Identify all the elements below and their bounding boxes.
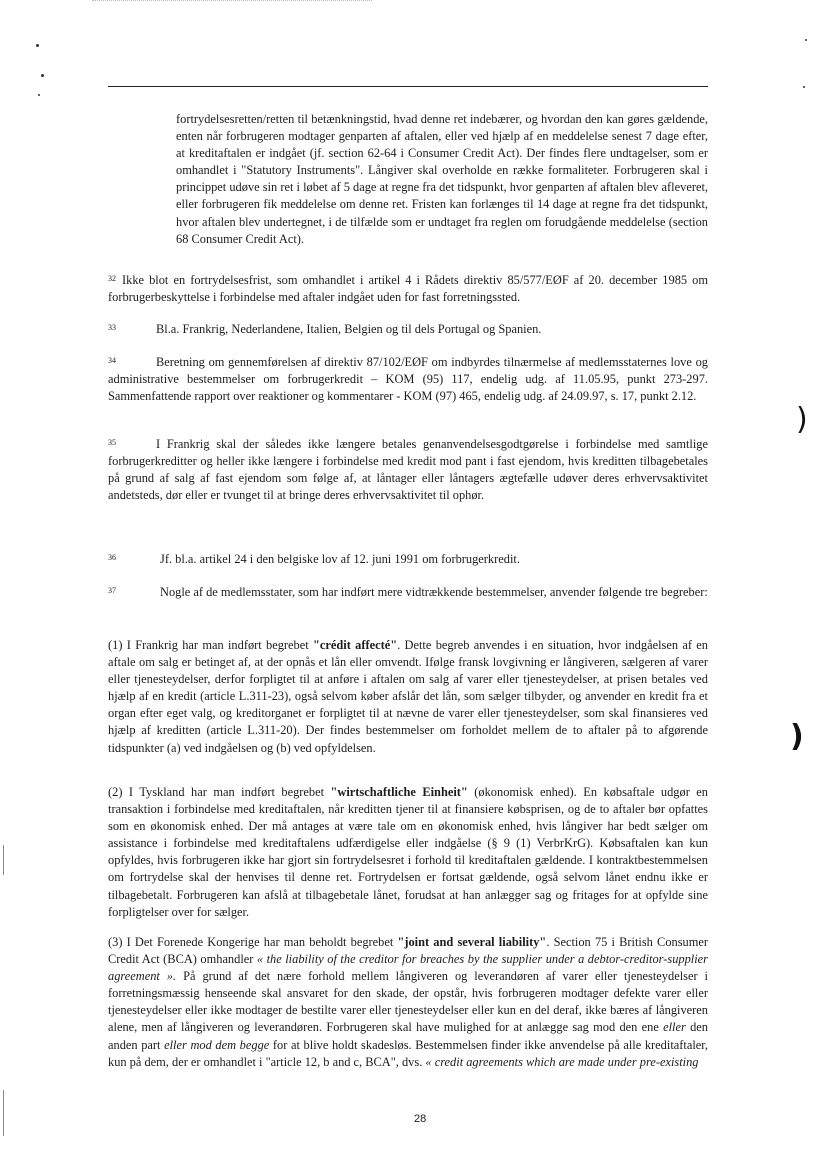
footnote-number: 37 bbox=[108, 586, 116, 595]
item-italic-quote: « the liability of the creditor for breaches by the supplier under a debtor-creditor-supplier agreement ». bbox=[108, 952, 708, 984]
item-term: "joint and several liability" bbox=[397, 935, 547, 949]
item-lead: (3) I Det Forenede Kongerige har man beholdt begrebet bbox=[108, 935, 398, 949]
footnote-text: Bl.a. Frankrig, Nederlandene, Italien, Belgien og til dels Portugal og Spanien. bbox=[156, 322, 542, 336]
footnote-number: 33 bbox=[108, 323, 116, 332]
item-italic: eller bbox=[663, 1020, 686, 1035]
item-france-credit-affecte bbox=[108, 637, 708, 757]
scan-margin-line bbox=[3, 1090, 4, 1136]
footnote-text: Nogle af de medlemsstater, som har indført mere vidtrækkende bestemmelser, anvender følgende tre begreber: bbox=[160, 585, 708, 599]
footnote-36 bbox=[108, 551, 708, 568]
footnote-number: 32 bbox=[108, 274, 116, 283]
scan-speck bbox=[803, 86, 805, 88]
footnote-35 bbox=[108, 436, 708, 504]
page-number: 28 bbox=[414, 1113, 427, 1125]
item-text: den anden part bbox=[108, 1020, 708, 1052]
footnote-33 bbox=[108, 321, 708, 338]
footnote-text: Beretning om gennemførelsen af direktiv 87/102/EØF om indbyrdes tilnærmelse af medlemsstaternes love og administrative bestemmelser om forbrugerkredit – KOM (95) 117, endelig udg. af 11.05.95, punkt 273-297. Sammenfattende rapport over reaktioner og kommentarer - KOM (97) 465, endelig udg. af 24.09.97, s. 17, punkt 2.12. bbox=[108, 355, 708, 404]
scan-speck bbox=[41, 74, 44, 77]
binder-hole-mark: ) bbox=[796, 402, 808, 437]
item-text: . Dette begreb anvendes i en situation, hvor indgåelsen af en aftale om salg er betinget af, at der opnås et lån eller omvendt. Ifølge fransk lovgivning er långiveren, sælgeren af varer eller tjenesteydelser, derfor forpligtet til at anføre i aftalen om salg af varer eller tjenesteydelser, at prisen betales ved hjælp af en kredit (article L.311-23), også selvom køber afslår det lån, som sælger tilbyder, og anvender en kredit fra et organ efter eget valg, og kreditorganet er forpligtet til at nævne de varer eller tjenesteydelser, som skal finansieres ved hjælp af kreditten (article L.311-20). Der findes bestemmelser om forholdet mellem de to aftaler på to afgørende tidspunkter (a) ved indgåelsen og (b) ved opfyldelsen. bbox=[108, 638, 708, 755]
item-text: På grund af det nære forhold mellem långiveren og leverandøren af varer eller tjenesteydelser i forretningsmæssig henseende skal ansvaret for den skade, der opstår, hvis forbrugeren modtager defekte varer eller tjenesteydelser eller ikke modtager de bestilte varer eller tjenesteydelser eller kun en del deraf, ikke bæres af långiveren alene, men af långiveren og leverandøren. Forbrugeren skal have mulighed for at anlægge sag mod den ene bbox=[108, 969, 708, 1035]
scan-speck bbox=[38, 94, 40, 96]
item-uk-joint-and-several-liability bbox=[108, 934, 708, 1071]
item-lead: (1) I Frankrig har man indført begrebet bbox=[108, 638, 314, 652]
footnote-32 bbox=[108, 272, 708, 306]
item-italic-quote: « credit agreements which are made under pre-existing bbox=[425, 1054, 699, 1069]
item-text: for at blive holdt skadesløs. Bestemmelsen finder ikke anvendelse på alle kreditaftaler, kun på dem, der er omhandlet i "article 12, b and c, BCA", dvs. bbox=[108, 1037, 708, 1069]
item-term: "crédit affecté" bbox=[313, 638, 398, 652]
continued-footnote-paragraph: fortrydelsesretten/retten til betænkningstid, hvad denne ret indebærer, og hvordan den kan gøres gældende, enten når forbrugeren modtager genparten af aftalen, eller ved hjælp af en meddelelse senest 7 dage efter, at kreditaftalen er indgået (jf. section 62-64 i Consumer Credit Act). Der findes flere undtagelser, som er omhandlet i "Statutory Instruments". Långiver skal overholde en række formaliteter. Forbrugeren skal i princippet udøve sin ret i løbet af 5 dage at regne fra det tidspunkt, hvor genparten af aftalen blev afleveret, eller forbrugeren fik meddelelse om denne ret. Fristen kan forlænges til 14 dage at regne fra det tidspunkt, hvor aftalen blev undertegnet, i de tilfælde som er undtaget fra reglen om forudgående meddelelse (section 68 Consumer Credit Act). bbox=[176, 112, 708, 246]
item-term: "wirtschaftliche Einheit" bbox=[330, 785, 468, 799]
item-lead: (2) I Tyskland har man indført begrebet bbox=[108, 785, 331, 799]
item-germany-wirtschaftliche-einheit bbox=[108, 784, 708, 921]
footnote-34 bbox=[108, 354, 708, 405]
scan-speck bbox=[36, 44, 39, 47]
footnote-separator-rule bbox=[108, 86, 708, 87]
scan-margin-line bbox=[3, 845, 4, 875]
scan-speck bbox=[805, 39, 807, 41]
footnote-text: Ikke blot en fortrydelsesfrist, som omhandlet i artikel 4 i Rådets direktiv 85/577/EØF af 20. december 1985 om forbrugerbeskyttelse i forbindelse med aftaler indgået uden for fast forretningssted. bbox=[108, 273, 708, 305]
footnote-text: Jf. bl.a. artikel 24 i den belgiske lov af 12. juni 1991 om forbrugerkredit. bbox=[160, 552, 520, 566]
item-text: (økonomisk enhed). En købsaftale udgør en transaktion i forbindelse med kreditaftalen, når kreditten tjener til at finansiere købsprisen, og de to aftaler bør opfattes som en økonomisk enhed. Der må antages at være tale om en økonomisk enhed, hvis långiver har bedt sælger om assistance i forbindelse med kreditaftalens udfærdigelse eller indgåelse (§ 9 (1) VerbrKrG). Købsaftalen kan kun opfyldes, hvis forbrugeren ikke har gjort sin fortrydelsesret i forhold til kreditaftalen gældende. I kontraktbestemmelsen om fortrydelse skal der henvises til denne ret. Fortrydelsen er fortsat gældende, også selvom lånet endnu ikke er tilbagebetalt. Forbrugeren kan afslå at tilbagebetale lånet, forudsat at han anlægger sag og fritages for at opfylde sine forpligtelser over for sælger. bbox=[108, 785, 708, 919]
footnote-37 bbox=[108, 584, 708, 601]
item-text: . Section 75 i British Consumer Credit Act (BCA) omhandler bbox=[108, 935, 708, 967]
item-italic: eller mod dem begge bbox=[164, 1037, 270, 1052]
binder-hole-mark: ) bbox=[790, 719, 804, 754]
footnote-number: 34 bbox=[108, 356, 116, 365]
footnote-text: I Frankrig skal der således ikke længere betales genanvendelsesgodtgørelse i forbindelse med samtlige forbrugerkreditter og heller ikke længere i forbindelse med kredit mod pant i fast ejendom, hvis kreditten tilbagebetales på grund af salg af fast ejendom som følge af, at låntager eller låntagers ægtefælle udøver deres erhvervsaktivitet andetsteds, dør eller er tvunget til at bringe deres erhvervsaktivitet til ophør. bbox=[108, 437, 708, 503]
footnote-number: 35 bbox=[108, 438, 116, 447]
scan-top-edge bbox=[92, 0, 372, 5]
footnote-number: 36 bbox=[108, 553, 116, 562]
